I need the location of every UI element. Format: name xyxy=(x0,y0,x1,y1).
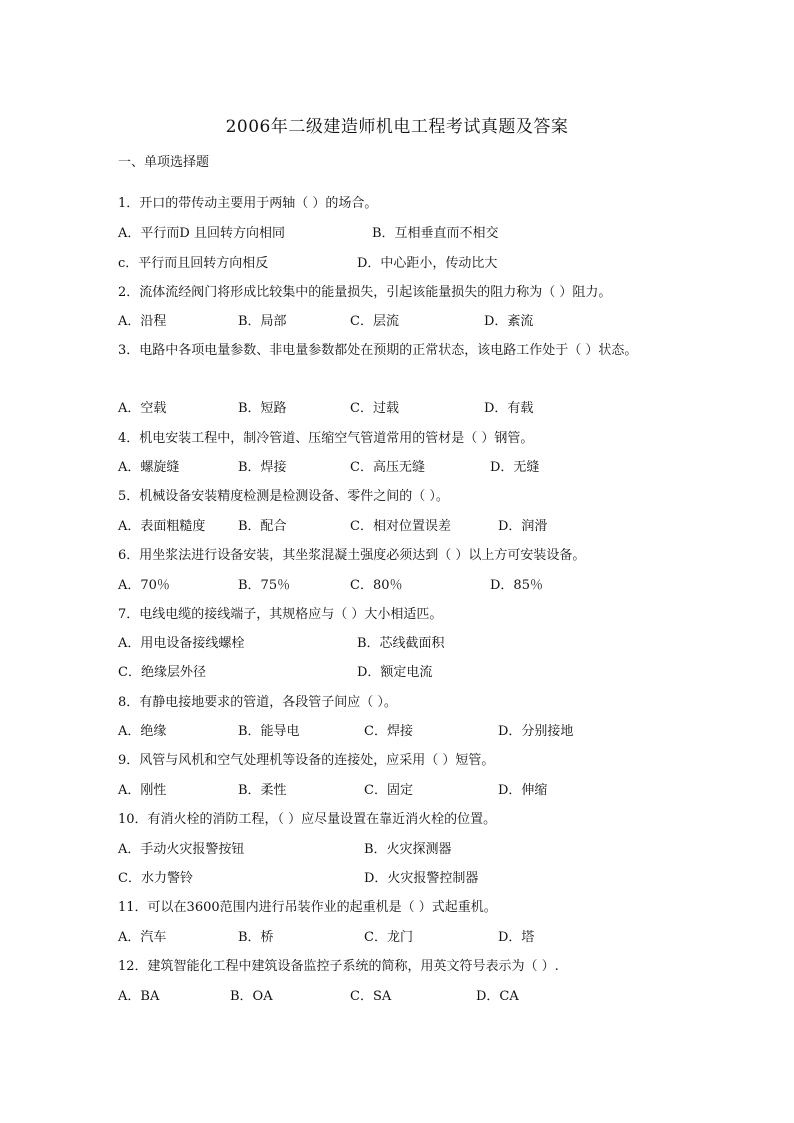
question-5-option-d: D．润滑 xyxy=(498,519,548,534)
question-2-stem: 2．流体流经阀门将形成比较集中的能量损失，引起该能量损失的阻力称为（ ）阻力。 xyxy=(118,285,612,300)
question-12-option-c: C．SA xyxy=(350,989,392,1004)
question-12-option-b: B．OA xyxy=(230,989,273,1004)
question-10-option-a: A．手动火灾报警按钮 xyxy=(118,842,245,857)
question-8-option-c: C．焊接 xyxy=(364,724,413,739)
question-6-option-b: B．75％ xyxy=(238,578,291,593)
question-9-option-c: C．固定 xyxy=(364,783,413,798)
question-10-option-d: D．火灾报警控制器 xyxy=(364,871,479,886)
question-6-option-d: D．85％ xyxy=(490,578,543,593)
question-4-option-a: A．螺旋缝 xyxy=(118,460,180,475)
question-6-stem: 6．用坐浆法进行设备安装，其坐浆混凝土强度必须达到（ ）以上方可安装设备。 xyxy=(118,548,586,563)
question-5-stem: 5．机械设备安装精度检测是检测设备、零件之间的（ ）。 xyxy=(118,489,449,504)
question-9-option-b: B．柔性 xyxy=(238,783,287,798)
question-11-option-c: C．龙门 xyxy=(364,930,413,945)
question-4-option-c: C．高压无缝 xyxy=(350,460,425,475)
question-2-option-b: B．局部 xyxy=(238,314,287,329)
question-11-option-b: B．桥 xyxy=(238,930,274,945)
question-4-option-d: D．无缝 xyxy=(490,460,540,475)
question-9-option-a: A．刚性 xyxy=(118,783,167,798)
question-12-option-d: D．CA xyxy=(476,989,519,1004)
question-9-option-d: D．伸缩 xyxy=(498,783,548,798)
question-3-stem: 3．电路中各项电量参数、非电量参数都处在预期的正常状态，该电路工作处于（ ）状态。 xyxy=(118,343,638,358)
question-3-option-a: A．空载 xyxy=(118,401,167,416)
question-1-option-a: A．平行而D 且回转方向相同 xyxy=(118,226,285,241)
question-9-stem: 9．风管与风机和空气处理机等设备的连接处，应采用（ ）短管。 xyxy=(118,753,495,768)
question-8-option-d: D．分别接地 xyxy=(498,724,574,739)
question-10-option-c: C．水力警铃 xyxy=(118,871,193,886)
question-3-option-c: C．过载 xyxy=(350,401,399,416)
question-1-option-b: B．互相垂直而不相交 xyxy=(372,226,499,241)
question-2-option-c: C．层流 xyxy=(350,314,399,329)
question-4-stem: 4．机电安装工程中，制冷管道、压缩空气管道常用的管材是（ ）钢管。 xyxy=(118,431,534,446)
question-8-option-a: A．绝缘 xyxy=(118,724,167,739)
question-12-option-a: A．BA xyxy=(118,989,160,1004)
question-4-option-b: B．焊接 xyxy=(238,460,287,475)
section-heading: 一、单项选择题 xyxy=(118,155,210,170)
question-5-option-c: C．相对位置误差 xyxy=(350,519,451,534)
question-8-option-b: B．能导电 xyxy=(238,724,300,739)
question-7-option-a: A．用电设备接线螺栓 xyxy=(118,636,245,651)
question-1-stem: 1．开口的带传动主要用于两轴（ ）的场合。 xyxy=(118,196,378,211)
question-6-option-c: C．80％ xyxy=(350,578,403,593)
page-title: 2006年二级建造师机电工程考试真题及答案 xyxy=(225,117,569,137)
question-7-option-b: B．芯线截面积 xyxy=(357,636,445,651)
question-12-stem: 12．建筑智能化工程中建筑设备监控子系统的简称，用英文符号表示为（ ）. xyxy=(118,959,559,974)
question-5-option-b: B．配合 xyxy=(238,519,287,534)
question-3-option-b: B．短路 xyxy=(238,401,287,416)
question-5-option-a: A．表面粗糙度 xyxy=(118,519,206,534)
question-7-option-d: D．额定电流 xyxy=(357,665,433,680)
question-11-stem: 11．可以在3600范围内进行吊装作业的起重机是（ ）式起重机。 xyxy=(118,900,497,915)
question-3-option-d: D．有载 xyxy=(484,401,534,416)
question-11-option-a: A．汽车 xyxy=(118,930,167,945)
question-1-option-d: D．中心距小，传动比大 xyxy=(357,256,498,271)
question-8-stem: 8．有静电接地要求的管道，各段管子间应（ ）。 xyxy=(118,695,397,710)
question-1-option-c: c．平行而且回转方向相反 xyxy=(118,256,269,271)
question-7-option-c: C．绝缘层外径 xyxy=(118,665,206,680)
question-10-option-b: B．火灾探测器 xyxy=(364,842,452,857)
question-7-stem: 7．电线电缆的接线端子，其规格应与（ ）大小相适匹。 xyxy=(118,607,443,622)
question-6-option-a: A．70％ xyxy=(118,578,170,593)
question-2-option-a: A．沿程 xyxy=(118,314,167,329)
question-10-stem: 10．有消火栓的消防工程，（ ）应尽量设置在靠近消火栓的位置。 xyxy=(118,812,497,827)
question-2-option-d: D．紊流 xyxy=(484,314,534,329)
question-11-option-d: D．塔 xyxy=(498,930,535,945)
